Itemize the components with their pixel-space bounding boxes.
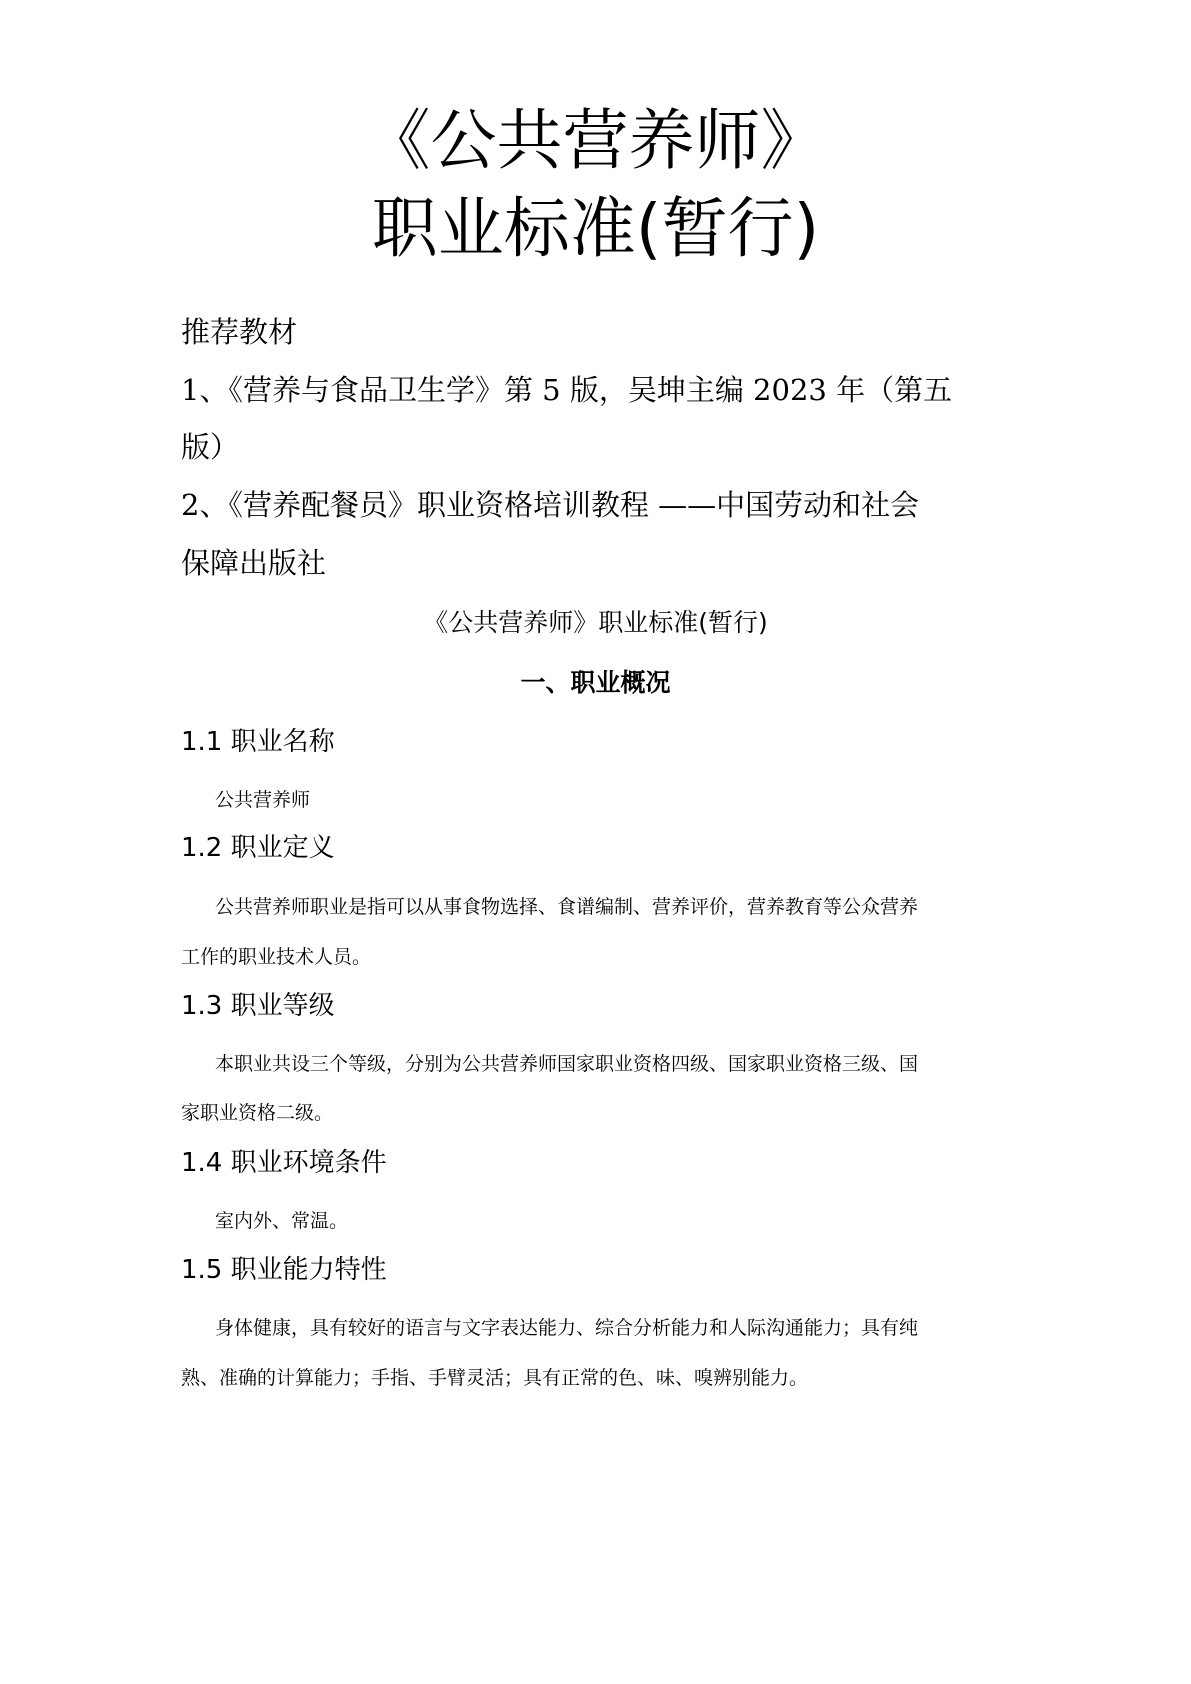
textbook-item-2-continued: 保障出版社 bbox=[181, 546, 327, 580]
subsection-heading-occupation-name: 1.1 职业名称 bbox=[181, 727, 335, 757]
subsection-heading-ability-traits: 1.5 职业能力特性 bbox=[181, 1255, 387, 1285]
paragraph-ability-traits: 身体健康，具有较好的语言与文字表达能力、综合分析能力和人际沟通能力；具有纯 bbox=[215, 1317, 919, 1339]
paragraph-ability-traits-continued: 熟、准确的计算能力；手指、手臂灵活；具有正常的色、味、嗅辨别能力。 bbox=[181, 1367, 809, 1389]
textbook-item-1: 1、《营养与食品卫生学》第 5 版，吴坤主编 2023 年（第五 bbox=[181, 373, 953, 407]
paragraph-occupation-definition-continued: 工作的职业技术人员。 bbox=[181, 946, 372, 968]
subsection-heading-work-environment: 1.4 职业环境条件 bbox=[181, 1148, 387, 1178]
document-title-line-2: 职业标准(暂行) bbox=[371, 190, 820, 267]
paragraph-occupation-definition: 公共营养师职业是指可以从事食物选择、食谱编制、营养评价，营养教育等公众营养 bbox=[215, 896, 919, 918]
paragraph-occupation-grades-continued: 家职业资格二级。 bbox=[181, 1102, 334, 1124]
standard-title: 《公共营养师》职业标准(暂行) bbox=[423, 608, 768, 637]
document-title-line-1: 《公共营养师》 bbox=[364, 102, 827, 179]
textbook-item-2: 2、《营养配餐员》职业资格培训教程 ——中国劳动和社会 bbox=[181, 488, 920, 522]
textbooks-heading: 推荐教材 bbox=[181, 315, 298, 349]
textbook-item-1-continued: 版） bbox=[181, 430, 240, 464]
subsection-heading-occupation-grades: 1.3 职业等级 bbox=[181, 991, 335, 1021]
paragraph-work-environment: 室内外、常温。 bbox=[215, 1210, 349, 1232]
section-heading-overview: 一、职业概况 bbox=[520, 668, 671, 697]
paragraph-occupation-grades: 本职业共设三个等级，分别为公共营养师国家职业资格四级、国家职业资格三级、国 bbox=[215, 1053, 919, 1075]
subsection-heading-occupation-definition: 1.2 职业定义 bbox=[181, 833, 335, 863]
paragraph-occupation-name: 公共营养师 bbox=[215, 789, 311, 811]
